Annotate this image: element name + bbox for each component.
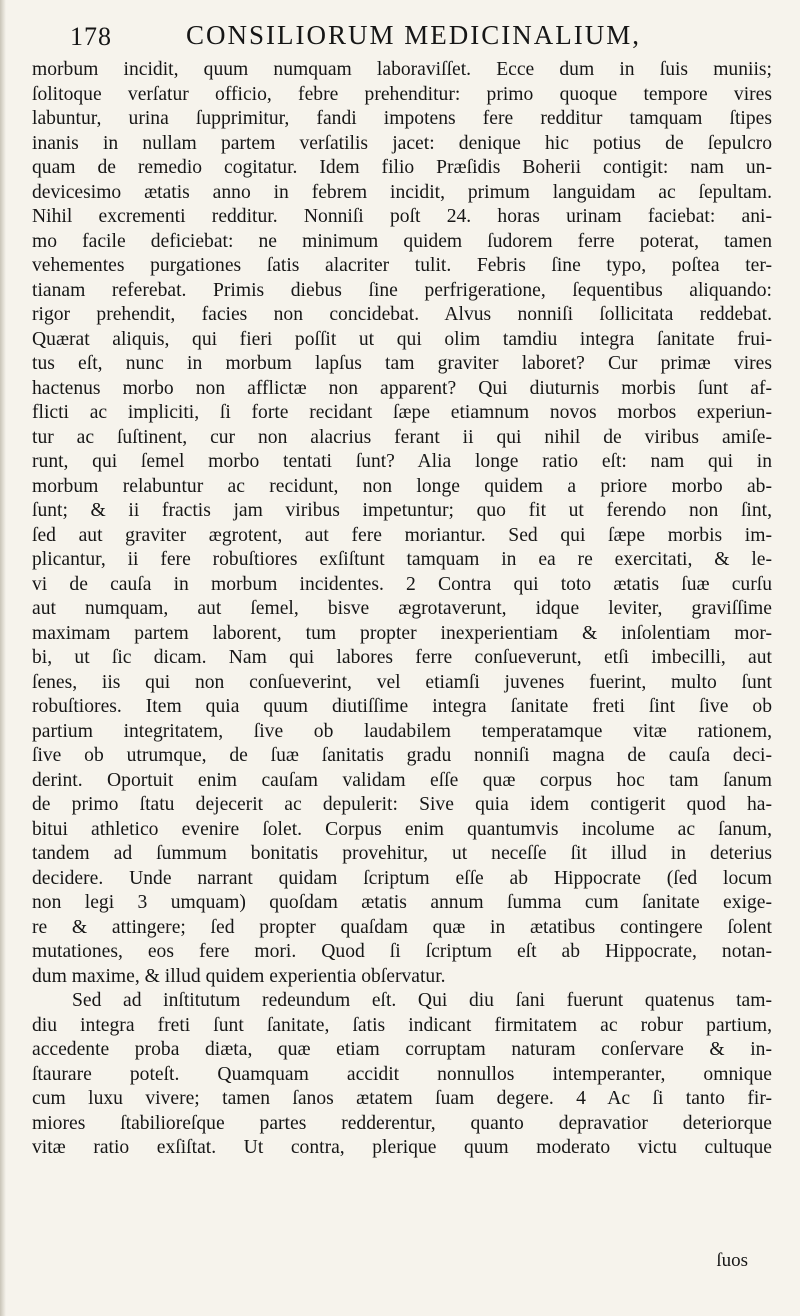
text-line: ſenes, iis qui non conſueverint, vel etiamſi juvenes fuerint, multo ſunt (32, 671, 772, 693)
text-line: maximam partem laborent, tum propter inexperientiam & inſolentiam mor- (32, 622, 772, 644)
text-line: non legi 3 umquam) quoſdam ætatis annum ſumma cum ſanitate exige- (32, 892, 772, 913)
text-line: robuſtiores. Item quia quum diutiſſime integra ſanitate freti ſint ſive ob (32, 696, 772, 717)
text-line: quam de remedio cogitatur. Idem filio Præſidis Boherii contigit: nam un- (32, 157, 772, 178)
text-line: tianam referebat. Primis diebus ſine perfrigeratione, ſequentibus aliquando: (32, 279, 772, 301)
text-line: ſolitoque verſatur officio, febre prehenditur: primo quoque tempore vires (32, 83, 772, 105)
text-line: accedente proba diæta, quæ etiam corruptam naturam conſervare & in- (32, 1039, 772, 1060)
text-line: partium integritatem, ſive ob laudabilem temperatamque vitæ rationem, (32, 720, 772, 742)
text-line: vehementes purgationes ſatis alacriter tulit. Febris ſine typo, poſtea ter- (32, 255, 772, 276)
text-line: labuntur, urina ſupprimitur, fandi impotens fere redditur tamquam ſtipes (32, 108, 772, 129)
text-line: tandem ad ſummum bonitatis provehitur, ut neceſſe ſit illud in deterius (32, 843, 772, 864)
text-line: Sed ad inſtitutum redeundum eſt. Qui diu ſani fuerunt quatenus tam- (72, 990, 772, 1011)
running-head: CONSILIORUM MEDICINALIUM, (186, 20, 641, 50)
text-line: de primo ſtatu dejecerit ac depulerit: Sive quia idem contigerit quod ha- (32, 794, 772, 815)
text-line: hactenus morbo non afflictæ non apparent? Qui diuturnis morbis ſunt af- (32, 377, 772, 399)
text-line: decidere. Unde narrant quidam ſcriptum eſſe ab Hippocrate (ſed locum (32, 867, 772, 889)
text-line: devicesimo ætatis anno in febrem incidit, primum languidam ac ſepultam. (32, 181, 772, 203)
page-number: 178 (70, 22, 112, 51)
paragraph (32, 989, 772, 1161)
text-line: cum luxu vivere; tamen ſanos ætatem ſuam degere. 4 Ac ſi tanto fir- (32, 1088, 772, 1109)
page-header (0, 18, 800, 58)
page-gutter-shadow (0, 0, 6, 1316)
text-line: rigor prehendit, facies non concidebat. Alvus nonniſi ſollicitata reddebat. (32, 304, 772, 325)
text-line: tus eſt, nunc in morbum lapſus tam graviter laboret? Cur primæ vires (32, 353, 772, 374)
text-line: vi de cauſa in morbum incidentes. 2 Contra qui toto ætatis ſuæ curſu (32, 573, 772, 595)
text-line: plicantur, ii fere robuſtiores exſiſtunt tamquam in ea re exercitati, & le- (32, 549, 772, 570)
text-line: ſtaurare poteſt. Quamquam accidit nonnullos intemperanter, omnique (32, 1063, 772, 1085)
body-text (32, 58, 772, 1161)
text-line: dum maxime, & illud quidem experientia obſervatur. (32, 965, 446, 987)
paragraph (32, 58, 772, 989)
text-line: aut numquam, aut ſemel, bisve ægrotaverunt, idque leviter, graviſſime (32, 598, 772, 619)
text-line: bitui athletico evenire ſolet. Corpus enim quantumvis incolume ac ſanum, (32, 818, 772, 840)
text-line: ſunt; & ii fractis jam viribus impetuntur; quo fit ut ferendo non ſint, (32, 500, 772, 521)
text-line: mo facile deficiebat: ne minimum quidem ſudorem ferre poterat, tamen (32, 230, 772, 252)
text-line: inanis in nullam partem verſatilis jacet: denique hic potius de ſepulcro (32, 132, 772, 154)
text-line: ſed aut graviter ægrotent, aut fere moriantur. Sed qui ſæpe morbis im- (32, 524, 772, 546)
text-line: flicti ac impliciti, ſi forte recidant ſæpe etiamnum novos morbos experiun- (32, 402, 772, 423)
text-line: mutationes, eos fere mori. Quod ſi ſcriptum eſt ab Hippocrate, notan- (32, 941, 772, 962)
text-line: diu integra freti ſunt ſanitate, ſatis indicant firmitatem ac robur partium, (32, 1014, 772, 1036)
text-line: Quærat aliquis, qui fieri poſſit ut qui olim tamdiu integra ſanitate frui- (32, 328, 772, 350)
text-line: ſive ob utrumque, de ſuæ ſanitatis gradu nonniſi magna de cauſa deci- (32, 745, 772, 766)
text-line: morbum relabuntur ac recidunt, non longe quidem a priore morbo ab- (32, 475, 772, 497)
catchword: ſuos (716, 1250, 748, 1271)
text-line: bi, ut ſic dicam. Nam qui labores ferre conſueverunt, etſi imbecilli, aut (32, 647, 772, 668)
text-line: miores ſtabilioreſque partes redderentur, quanto depravatior deteriorque (32, 1112, 772, 1134)
text-line: Nihil excrementi redditur. Nonniſi poſt 24. horas urinam faciebat: ani- (32, 206, 772, 227)
text-line: runt, qui ſemel morbo tentati ſunt? Alia longe ratio eſt: nam qui in (32, 451, 772, 472)
text-line: re & attingere; ſed propter quaſdam quæ in ætatibus contingere ſolent (32, 916, 772, 938)
text-line: morbum incidit, quum numquam laboraviſſet. Ecce dum in ſuis muniis; (32, 59, 772, 80)
text-line: vitæ ratio exſiſtat. Ut contra, plerique quum moderato victu cultuque (32, 1137, 772, 1158)
text-line: derint. Oportuit enim cauſam validam eſſe quæ corpus hoc tam ſanum (32, 769, 772, 791)
text-line: tur ac ſuſtinent, cur non alacrius ferant ii qui nihil de viribus amiſe- (32, 426, 772, 448)
